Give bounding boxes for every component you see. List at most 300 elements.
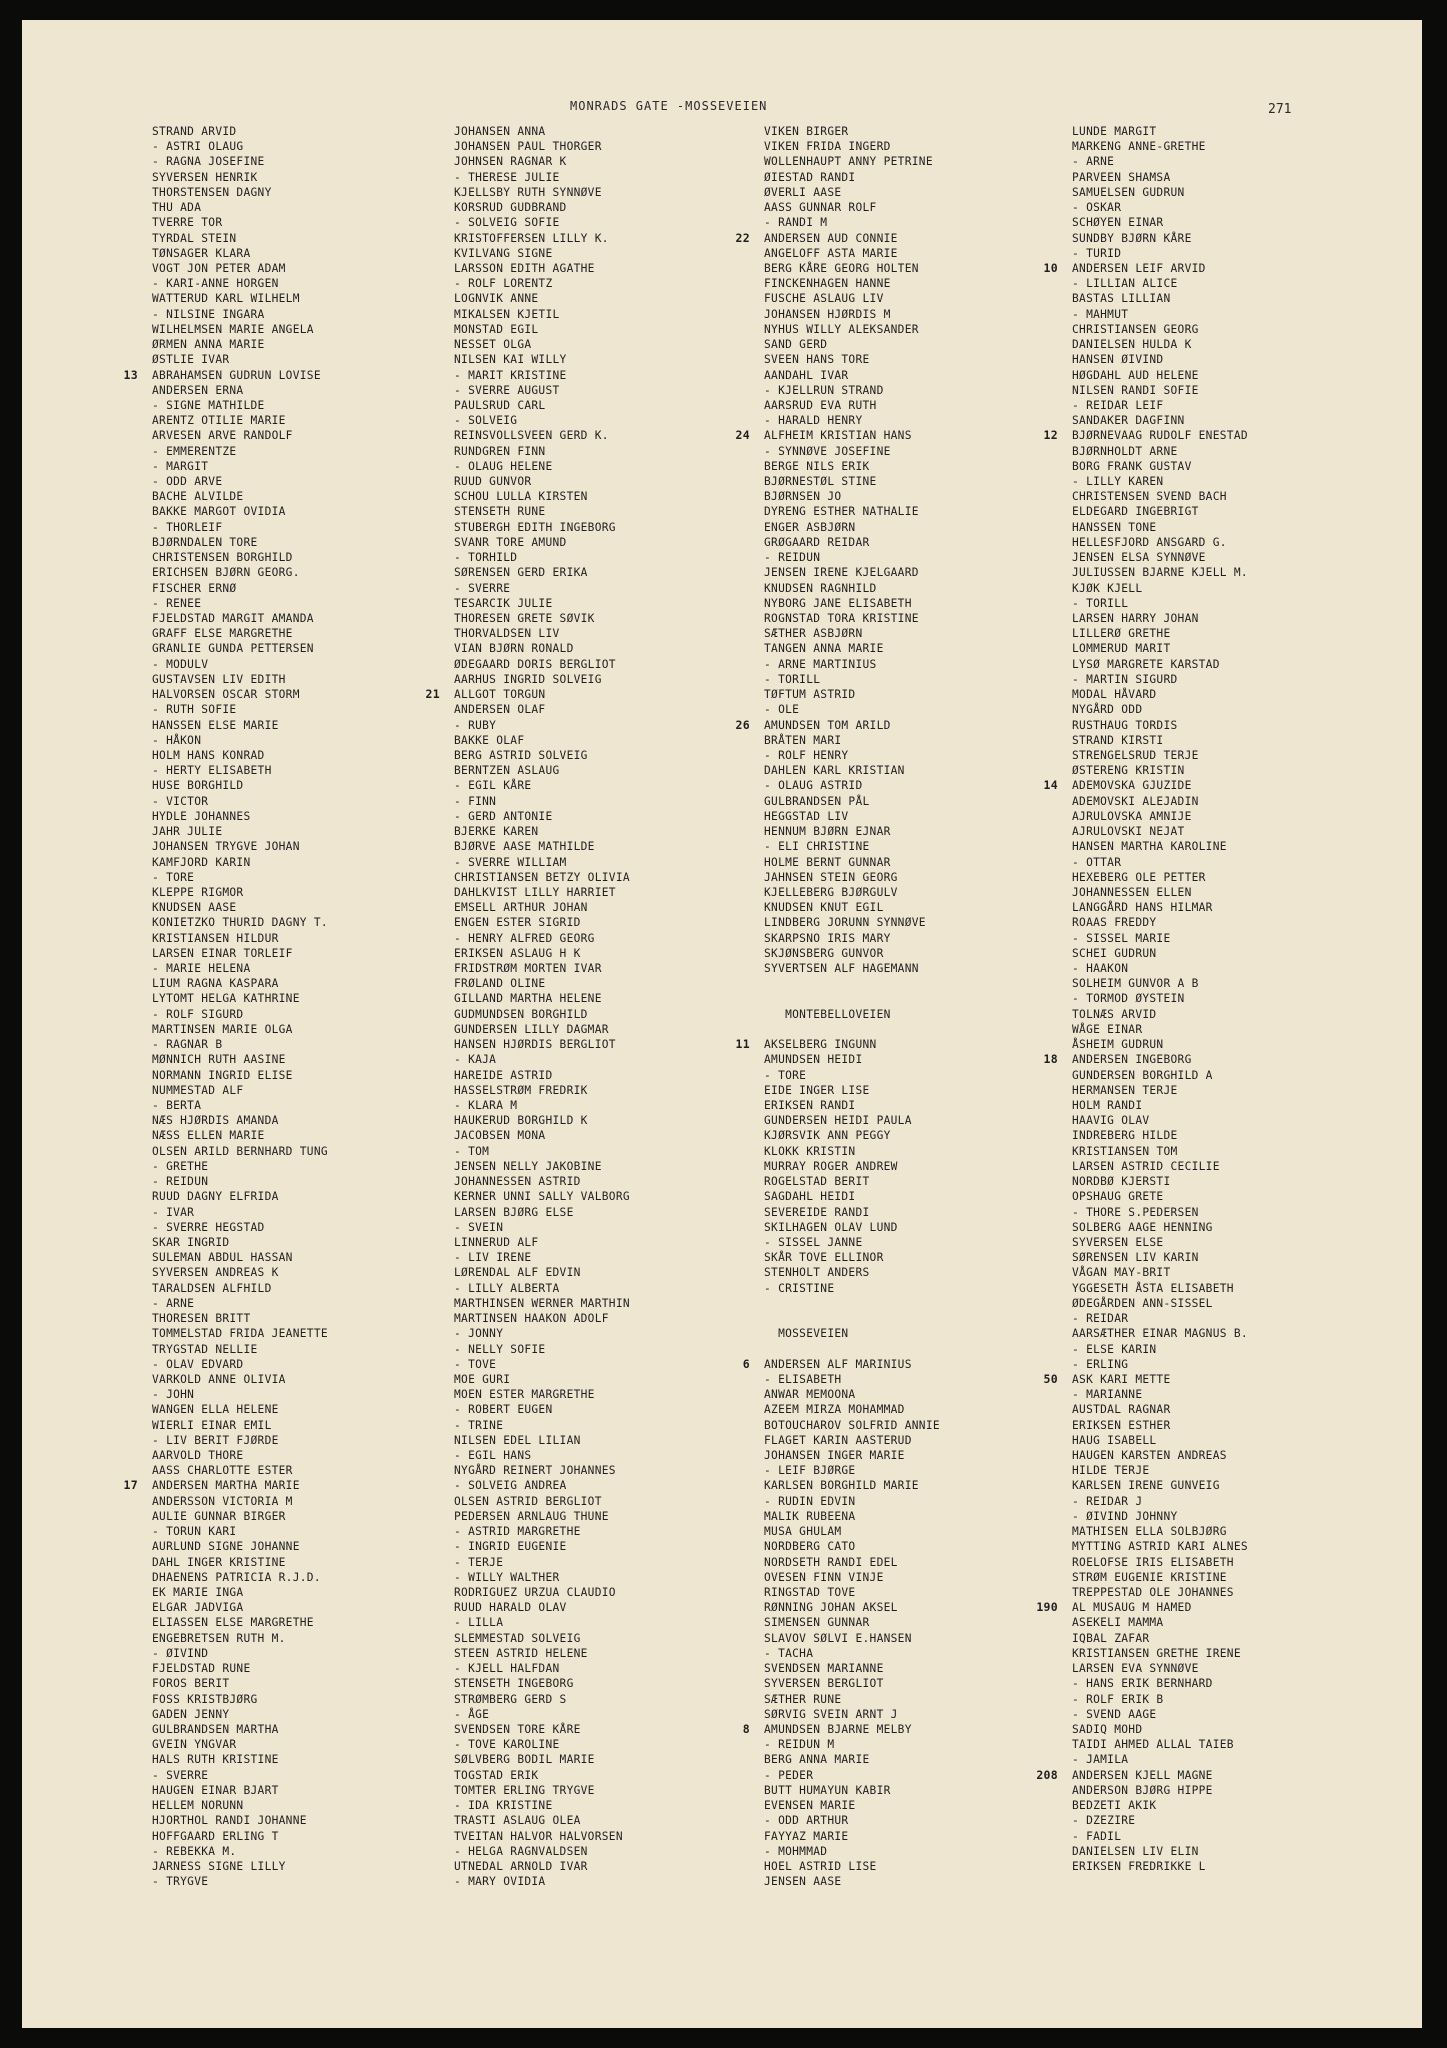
resident-name: - HERTY ELISABETH <box>152 764 272 778</box>
resident-name: KARLSEN IRENE GUNVEIG <box>1072 1479 1220 1493</box>
resident-name: - KLARA M <box>454 1099 518 1112</box>
resident-line <box>152 1250 482 1265</box>
resident-line <box>764 139 1094 154</box>
resident-name: - ARNE MARTINIUS <box>764 657 877 671</box>
resident-line <box>1072 870 1402 885</box>
resident-line <box>454 246 784 261</box>
resident-name: MARTHINSEN WERNER MARTHIN <box>454 1296 630 1310</box>
resident-line <box>764 687 1094 702</box>
resident-line <box>152 1874 482 1889</box>
resident-line <box>764 702 1094 717</box>
resident-line <box>152 124 482 139</box>
resident-line <box>454 322 784 337</box>
resident-line <box>764 915 1094 930</box>
resident-name: OVESEN FINN VINJE <box>764 1570 884 1584</box>
resident-name: TREPPESTAD OLE JOHANNES <box>1072 1586 1234 1599</box>
resident-line <box>152 504 482 519</box>
resident-name: TOMMELSTAD FRIDA JEANETTE <box>152 1327 328 1341</box>
resident-line <box>742 1356 1094 1372</box>
resident-line <box>454 337 784 352</box>
resident-line <box>152 1144 482 1159</box>
resident-line <box>152 1174 482 1189</box>
resident-name: LANGGÅRD HANS HILMAR <box>1072 901 1213 915</box>
resident-name: SÆTHER RUNE <box>764 1692 842 1706</box>
resident-name: AJRULOVSKI NEJAT <box>1072 825 1185 839</box>
resident-name: LARSEN ASTRID CECILIE <box>1072 1159 1220 1173</box>
resident-line <box>152 307 482 322</box>
resident-name: LYTOMT HELGA KATHRINE <box>152 992 300 1006</box>
resident-line <box>454 368 784 383</box>
resident-line <box>764 1646 1094 1661</box>
resident-line <box>1072 1311 1402 1326</box>
resident-line <box>1036 1767 1402 1783</box>
resident-name: VIKEN BIRGER <box>764 125 849 138</box>
resident-name: - REIDAR LEIF <box>1072 398 1164 412</box>
resident-name: - SISSEL MARIE <box>1072 931 1171 945</box>
resident-line <box>1072 535 1402 550</box>
resident-line <box>152 702 482 717</box>
resident-name: KAMFJORD KARIN <box>152 855 251 869</box>
resident-line <box>152 1189 482 1204</box>
resident-name: RUUD HARALD OLAV <box>454 1601 567 1615</box>
resident-name: BERG ASTRID SOLVEIG <box>454 748 588 762</box>
resident-line <box>152 1235 482 1250</box>
resident-name: FINCKENHAGEN HANNE <box>764 277 891 291</box>
column-4 <box>1036 124 1402 1874</box>
resident-line <box>454 1159 784 1174</box>
resident-name: AARSÆTHER EINAR MAGNUS B. <box>1072 1327 1248 1341</box>
resident-name: ENGER ASBJØRN <box>764 520 856 534</box>
resident-name: MARTINSEN HAAKON ADOLF <box>454 1312 609 1326</box>
resident-name: BJERKE KAREN <box>454 825 539 839</box>
resident-name: KVILVANG SIGNE <box>454 246 553 260</box>
resident-name: THORESEN BRITT <box>152 1312 251 1326</box>
resident-name: - ØIVIND <box>152 1646 209 1660</box>
resident-name: ADEMOVSKI ALEJADIN <box>1072 794 1199 808</box>
resident-line <box>152 900 482 915</box>
resident-line <box>152 1752 482 1767</box>
resident-name: - TORE <box>764 1068 807 1082</box>
resident-name: LIUM RAGNA KASPARA <box>152 977 279 991</box>
resident-line <box>454 1418 784 1433</box>
resident-line <box>764 657 1094 672</box>
resident-name: NÆSS ELLEN MARIE <box>152 1129 265 1143</box>
resident-name: ALLGOT TORGUN <box>454 688 546 702</box>
resident-name: - REIDAR <box>1072 1312 1129 1326</box>
resident-line <box>1072 1235 1402 1250</box>
resident-name: TØFTUM ASTRID <box>764 688 856 702</box>
resident-name: MONTEBELLOVEIEN <box>764 1007 891 1021</box>
resident-name: - RUTH SOFIE <box>152 703 237 717</box>
resident-name: KJØK KJELL <box>1072 581 1143 595</box>
resident-name: TOLNÆS ARVID <box>1072 1007 1157 1021</box>
resident-name: GUDMUNDSEN BORGHILD <box>454 1007 588 1021</box>
resident-line <box>152 1707 482 1722</box>
resident-line <box>454 1570 784 1585</box>
resident-line <box>454 1144 784 1159</box>
resident-line <box>764 1022 1094 1037</box>
resident-name: FRØLAND OLINE <box>454 977 546 991</box>
resident-line <box>1072 489 1402 504</box>
resident-line <box>1072 702 1402 717</box>
resident-name: BUTT HUMAYUN KABIR <box>764 1783 891 1797</box>
resident-line <box>1072 1722 1402 1737</box>
resident-line <box>764 1174 1094 1189</box>
resident-name: RUUD GUNVOR <box>454 475 532 489</box>
resident-name: NUMMESTAD ALF <box>152 1083 244 1097</box>
resident-name: DAHLKVIST LILLY HARRIET <box>454 885 616 899</box>
resident-line <box>152 1326 482 1341</box>
resident-name: HELLEM NORUNN <box>152 1799 244 1813</box>
resident-line <box>454 200 784 215</box>
resident-name: VIKEN FRIDA INGERD <box>764 140 891 154</box>
resident-line <box>1072 946 1402 961</box>
resident-name: HILDE TERJE <box>1072 1464 1150 1478</box>
resident-line <box>454 1174 784 1189</box>
resident-line <box>454 307 784 322</box>
resident-line <box>152 1570 482 1585</box>
resident-line <box>764 1159 1094 1174</box>
resident-line <box>1072 794 1402 809</box>
resident-line <box>742 1721 1094 1737</box>
resident-name: FUSCHE ASLAUG LIV <box>764 292 884 306</box>
resident-name: SÆTHER ASBJØRN <box>764 627 863 641</box>
resident-name: SCHEI GUDRUN <box>1072 946 1157 960</box>
resident-name: LYSØ MARGRETE KARSTAD <box>1072 657 1220 671</box>
resident-line <box>764 1524 1094 1539</box>
resident-name: TOMTER ERLING TRYGVE <box>454 1783 595 1797</box>
resident-name: ØVERLI AASE <box>764 185 842 199</box>
resident-name: - REIDUN M <box>764 1738 835 1752</box>
resident-line <box>764 641 1094 656</box>
resident-line <box>454 931 784 946</box>
resident-name: ALFHEIM KRISTIAN HANS <box>764 429 912 443</box>
resident-name: - OLAUG HELENE <box>454 459 553 473</box>
resident-line <box>454 961 784 976</box>
resident-line <box>454 824 784 839</box>
resident-name: AZEEM MIRZA MOHAMMAD <box>764 1403 905 1417</box>
resident-name: THU ADA <box>152 201 202 215</box>
resident-name: - HANS ERIK BERNHARD <box>1072 1677 1213 1691</box>
resident-name: - SVERRE <box>152 1768 209 1782</box>
resident-line <box>764 1113 1094 1128</box>
resident-line <box>152 1022 482 1037</box>
resident-name: SVANR TORE AMUND <box>454 535 567 549</box>
resident-name: ROAAS FREDDY <box>1072 916 1157 930</box>
resident-name: NYGÅRD ODD <box>1072 703 1143 717</box>
resident-line <box>1072 1189 1402 1204</box>
resident-line <box>764 535 1094 550</box>
resident-name: MARKENG ANNE-GRETHE <box>1072 140 1206 154</box>
resident-line <box>1072 641 1402 656</box>
resident-line <box>764 185 1094 200</box>
resident-name: FAYYAZ MARIE <box>764 1829 849 1843</box>
resident-name: VARKOLD ANNE OLIVIA <box>152 1372 286 1386</box>
resident-line <box>1036 1600 1402 1615</box>
resident-line <box>1072 1676 1402 1691</box>
resident-line <box>1072 1631 1402 1646</box>
house-number: 18 <box>1043 1052 1058 1067</box>
resident-line <box>1072 504 1402 519</box>
resident-name: BJØRNHOLDT ARNE <box>1072 444 1178 458</box>
house-number: 190 <box>1036 1600 1058 1615</box>
resident-name: - ELISABETH <box>764 1372 842 1386</box>
resident-line <box>764 626 1094 641</box>
resident-line <box>1072 383 1402 398</box>
resident-line <box>152 657 482 672</box>
resident-line <box>1072 581 1402 596</box>
resident-line <box>1072 1068 1402 1083</box>
resident-name: - GRETHE <box>152 1159 209 1173</box>
resident-line <box>764 1068 1094 1083</box>
resident-line <box>764 413 1094 428</box>
resident-name: - JONNY <box>454 1327 504 1341</box>
resident-name: - TERJE <box>454 1555 504 1569</box>
resident-line <box>454 1752 784 1767</box>
resident-line <box>1072 1159 1402 1174</box>
resident-name: NILSEN RANDI SOFIE <box>1072 383 1199 397</box>
resident-line <box>764 1128 1094 1143</box>
resident-line <box>454 1052 784 1067</box>
resident-name: BJØRNEVAAG RUDOLF ENESTAD <box>1072 429 1248 443</box>
resident-line <box>764 1463 1094 1478</box>
resident-line <box>152 1813 482 1828</box>
resident-line <box>764 1494 1094 1509</box>
resident-name: - THERESE JULIE <box>454 170 560 184</box>
resident-line <box>152 748 482 763</box>
resident-name: HANSSEN TONE <box>1072 520 1157 534</box>
resident-line <box>764 474 1094 489</box>
resident-name: SOLHEIM GUNVOR A B <box>1072 977 1199 991</box>
resident-name: AARVOLD THORE <box>152 1449 244 1463</box>
resident-name: - KJELLRUN STRAND <box>764 383 884 397</box>
resident-line <box>454 870 784 885</box>
resident-name: - TOVE KAROLINE <box>454 1738 560 1752</box>
resident-line <box>454 474 784 489</box>
resident-line <box>152 1281 482 1296</box>
resident-line <box>764 550 1094 565</box>
resident-line <box>764 1326 1094 1341</box>
house-number: 22 <box>735 230 750 245</box>
resident-line <box>764 809 1094 824</box>
resident-line <box>1072 1402 1402 1417</box>
resident-name: HOFFGAARD ERLING T <box>152 1829 279 1843</box>
resident-line <box>454 261 784 276</box>
resident-name: LARSEN BJØRG ELSE <box>454 1205 574 1219</box>
resident-line <box>454 1387 784 1402</box>
resident-name: - ELSE KARIN <box>1072 1342 1157 1356</box>
resident-name: GADEN JENNY <box>152 1707 230 1721</box>
resident-line <box>764 1631 1094 1646</box>
resident-line <box>123 367 482 383</box>
resident-line <box>735 1037 1094 1052</box>
resident-line <box>454 1737 784 1752</box>
resident-line <box>454 504 784 519</box>
resident-name: KERNER UNNI SALLY VALBORG <box>454 1190 630 1204</box>
resident-name: LOMMERUD MARIT <box>1072 642 1171 656</box>
resident-line <box>1072 337 1402 352</box>
resident-name: SCHOU LULLA KIRSTEN <box>454 490 588 504</box>
resident-name: EK MARIE INGA <box>152 1586 244 1599</box>
resident-line <box>454 1692 784 1707</box>
resident-line <box>764 383 1094 398</box>
resident-name: TOGSTAD ERIK <box>454 1768 539 1782</box>
resident-line <box>454 535 784 550</box>
resident-line <box>152 1646 482 1661</box>
resident-line <box>764 1402 1094 1417</box>
resident-name: HALVORSEN OSCAR STORM <box>152 688 300 702</box>
resident-name: HAUKERUD BORGHILD K <box>454 1114 588 1128</box>
resident-name: SYVERSEN BERGLIOT <box>764 1677 884 1691</box>
resident-name: HAAVIG OLAV <box>1072 1114 1150 1128</box>
house-number: 17 <box>123 1478 138 1493</box>
resident-name: - RUBY <box>454 718 497 732</box>
resident-name: STRAND ARVID <box>152 125 237 138</box>
resident-name: KJØRSVIK ANN PEGGY <box>764 1129 891 1143</box>
resident-line <box>454 1661 784 1676</box>
resident-line <box>764 1783 1094 1798</box>
resident-line <box>764 1448 1094 1463</box>
resident-line <box>152 1798 482 1813</box>
resident-line <box>454 170 784 185</box>
resident-line <box>764 794 1094 809</box>
resident-name: TVERRE TOR <box>152 216 223 230</box>
resident-line <box>764 1098 1094 1113</box>
resident-name: - TORILL <box>1072 596 1129 610</box>
resident-name: ØRMEN ANNA MARIE <box>152 338 265 352</box>
resident-name: - TACHA <box>764 1646 814 1660</box>
resident-line <box>152 565 482 580</box>
house-number: 24 <box>735 428 750 443</box>
resident-line <box>454 855 784 870</box>
resident-line <box>1072 1007 1402 1022</box>
resident-name: HOEL ASTRID LISE <box>764 1859 877 1873</box>
resident-line <box>454 1448 784 1463</box>
resident-line <box>454 672 784 687</box>
resident-name: - SVERRE WILLIAM <box>454 855 567 869</box>
resident-name: MOE GURI <box>454 1372 511 1386</box>
resident-name: ANWAR MEMOONA <box>764 1388 856 1402</box>
resident-name: UTNEDAL ARNOLD IVAR <box>454 1859 588 1873</box>
resident-line <box>1072 459 1402 474</box>
resident-line <box>764 931 1094 946</box>
resident-name: BJØRNSEN JO <box>764 490 842 504</box>
resident-name: AL MUSAUG M HAMED <box>1072 1601 1192 1615</box>
resident-line <box>152 824 482 839</box>
resident-name: SVEEN HANS TORE <box>764 353 870 367</box>
resident-line <box>1072 200 1402 215</box>
resident-line <box>1072 991 1402 1006</box>
resident-name: AASS CHARLOTTE ESTER <box>152 1464 293 1478</box>
resident-name: ANGELOFF ASTA MARIE <box>764 246 898 260</box>
resident-name: - NILSINE INGARA <box>152 307 265 321</box>
resident-name: GVEIN YNGVAR <box>152 1738 237 1752</box>
resident-line <box>454 1433 784 1448</box>
resident-name: TRYGSTAD NELLIE <box>152 1342 258 1356</box>
resident-name: SIMENSEN GUNNAR <box>764 1616 870 1630</box>
resident-line <box>454 1829 784 1844</box>
resident-line <box>1072 520 1402 535</box>
resident-line <box>425 687 784 702</box>
resident-name: HAREIDE ASTRID <box>454 1068 553 1082</box>
resident-name: ERIKSEN ASLAUG H K <box>454 946 581 960</box>
resident-line <box>152 1296 482 1311</box>
resident-name: GUSTAVSEN LIV EDITH <box>152 672 286 686</box>
resident-line <box>152 1463 482 1478</box>
resident-name: NYBORG JANE ELISABETH <box>764 596 912 610</box>
resident-line <box>454 1189 784 1204</box>
resident-line <box>1072 1357 1402 1372</box>
resident-line <box>152 291 482 306</box>
resident-name: - ERLING <box>1072 1357 1129 1371</box>
resident-name: - ROLF SIGURD <box>152 1007 244 1021</box>
resident-line <box>152 961 482 976</box>
resident-line <box>152 154 482 169</box>
resident-name: KLOKK KRISTIN <box>764 1144 856 1158</box>
resident-line <box>1072 1509 1402 1524</box>
resident-name: - MARGIT <box>152 459 209 473</box>
resident-line <box>152 1737 482 1752</box>
resident-name: JARNESS SIGNE LILLY <box>152 1859 286 1873</box>
resident-line <box>152 1159 482 1174</box>
resident-name: LOGNVIK ANNE <box>454 292 539 306</box>
resident-name: JULIUSSEN BJARNE KJELL M. <box>1072 566 1248 580</box>
resident-name: MUSA GHULAM <box>764 1525 842 1539</box>
resident-name: KJELLEBERG BJØRGULV <box>764 885 898 899</box>
resident-line <box>152 1265 482 1280</box>
resident-line <box>764 1144 1094 1159</box>
resident-name: SYVERSEN ELSE <box>1072 1235 1164 1249</box>
resident-name: SYVERTSEN ALF HAGEMANN <box>764 962 919 976</box>
resident-line <box>764 900 1094 915</box>
resident-line <box>1072 170 1402 185</box>
resident-line <box>454 459 784 474</box>
resident-name: MATHISEN ELLA SOLBJØRG <box>1072 1525 1227 1539</box>
resident-name: SØRENSEN LIV KARIN <box>1072 1251 1199 1265</box>
resident-name: - SVERRE AUGUST <box>454 383 560 397</box>
resident-name: - KJELL HALFDAN <box>454 1662 560 1676</box>
resident-name: JOHANSEN ANNA <box>454 125 546 138</box>
resident-line <box>454 565 784 580</box>
resident-name: HANSEN HJØRDIS BERGLIOT <box>454 1038 616 1052</box>
resident-name: GUNDERSEN BORGHILD A <box>1072 1068 1213 1082</box>
resident-name: WÅGE EINAR <box>1072 1022 1143 1036</box>
resident-name: REINSVOLLSVEEN GERD K. <box>454 429 609 443</box>
resident-line <box>1072 185 1402 200</box>
resident-name: KNUDSEN KNUT EGIL <box>764 901 884 915</box>
resident-name: AMUNDSEN TOM ARILD <box>764 718 891 732</box>
resident-line <box>1043 1371 1402 1387</box>
resident-name: - GERD ANTONIE <box>454 809 553 823</box>
house-number: 21 <box>425 687 440 702</box>
resident-line <box>454 702 784 717</box>
resident-line <box>764 885 1094 900</box>
resident-line <box>764 1418 1094 1433</box>
resident-line <box>1072 915 1402 930</box>
resident-line <box>764 1509 1094 1524</box>
resident-name: ERIKSEN RANDI <box>764 1099 856 1112</box>
resident-line <box>764 565 1094 580</box>
resident-line <box>152 1600 482 1615</box>
resident-line <box>764 459 1094 474</box>
house-number: 26 <box>735 717 750 732</box>
resident-name: - HÅKON <box>152 733 202 747</box>
resident-line <box>1072 154 1402 169</box>
resident-name: PAULSRUD CARL <box>454 398 546 412</box>
resident-name: WOLLENHAUPT ANNY PETRINE <box>764 155 933 169</box>
resident-name: JAHR JULIE <box>152 825 223 839</box>
resident-name: BAKKE MARGOT OVIDIA <box>152 505 286 519</box>
